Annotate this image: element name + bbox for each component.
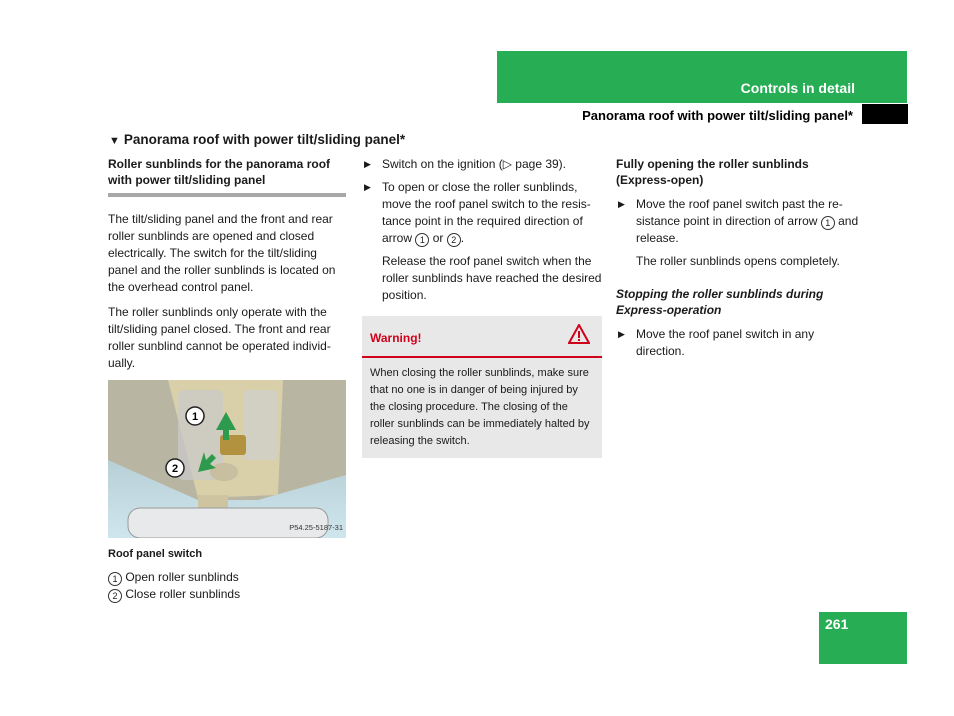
warning-header: [362, 316, 602, 358]
step-text: To open or close the roller sunblinds, move the roof panel switch to the resis-tance point in the required direction of arrow: [382, 180, 591, 245]
step-note: Release the roof panel switch when the roller sunblinds have reached the desired position.: [382, 254, 602, 302]
warning-label: Warning!: [370, 331, 422, 345]
section-title-text: Panorama roof with power tilt/sliding panel*: [123, 132, 406, 147]
callout-number: 1: [821, 216, 835, 230]
page-number: 261: [825, 616, 849, 632]
legend-item: [108, 586, 346, 603]
callout-number: 2: [108, 589, 122, 603]
svg-text:1: 1: [191, 411, 199, 423]
step-result: The roller sunblinds opens completely.: [636, 254, 840, 268]
paragraph: The roller sunblinds only operate with the tilt/sliding panel closed. The front and rear roller sunblind cannot be operated individ-ually.: [108, 305, 331, 370]
figure-caption: Roof panel switch: [108, 548, 203, 560]
subsection-heading: Roller sunblinds for the panorama roof with power tilt/sliding panel: [108, 157, 331, 187]
triangle-down-icon: ▼: [109, 135, 120, 147]
step-text: Move the roof panel switch past the re-sistance point in direction of arrow: [636, 197, 843, 228]
overhead-panel-illustration: [108, 380, 346, 538]
section-title: [109, 132, 405, 147]
warning-box: [362, 316, 602, 458]
step-text: Switch on the ignition (▷ page 39).: [382, 157, 567, 171]
bullet-arrow-icon: ▶: [364, 182, 371, 192]
callout-number: 1: [108, 572, 122, 586]
legend-item: [108, 569, 346, 586]
paragraph: The tilt/sliding panel and the front and rear roller sunblinds are opened and closed electrically. The switch for the tilt/sliding panel and the roller sunblinds is located on the overhead control panel.: [108, 212, 336, 294]
header-title: Controls in detail: [740, 80, 855, 96]
header-subtitle: Panorama roof with power tilt/sliding panel*: [582, 108, 853, 123]
instruction-step: [362, 156, 602, 173]
instruction-step: [616, 326, 860, 360]
bullet-arrow-icon: ▶: [618, 329, 625, 339]
subsection-heading: Fully opening the roller sunblinds (Express-open): [616, 157, 809, 187]
figure-code: P54.25-5187-31: [289, 523, 343, 532]
instruction-step: ▶ To open or close the roller sunblinds, move the roof panel switch to the resis-tance point in the required direction of arrow 1 or 2 .: [364, 180, 591, 245]
legend-text: Close roller sunblinds: [125, 587, 241, 601]
callout-number: 1: [415, 233, 429, 247]
step-text: and release.: [636, 214, 859, 245]
roof-panel-switch-figure: [108, 380, 346, 538]
column-left: [108, 156, 346, 603]
legend-text: Open roller sunblinds: [125, 570, 239, 584]
warning-triangle-icon: [568, 324, 590, 344]
svg-text:2: 2: [171, 463, 179, 475]
header-tab-marker: [862, 104, 908, 124]
bullet-arrow-icon: ▶: [618, 199, 625, 209]
step-text-or: or: [432, 231, 444, 245]
warning-text: When closing the roller sunblinds, make sure that no one is in danger of being injured by the closing procedure. The closing of the roller sunblinds can be immediately halted by releasing the switch.: [370, 367, 590, 447]
italic-subheading: Stopping the roller sunblinds during Express-operation: [616, 287, 824, 317]
column-right: [616, 156, 860, 366]
bullet-arrow-icon: ▶: [364, 159, 371, 169]
instruction-step: [616, 196, 860, 247]
heading-rule: [108, 193, 346, 197]
column-middle: [362, 156, 602, 458]
step-text: Move the roof panel switch in any direction.: [636, 327, 815, 358]
callout-number: 2: [447, 233, 461, 247]
